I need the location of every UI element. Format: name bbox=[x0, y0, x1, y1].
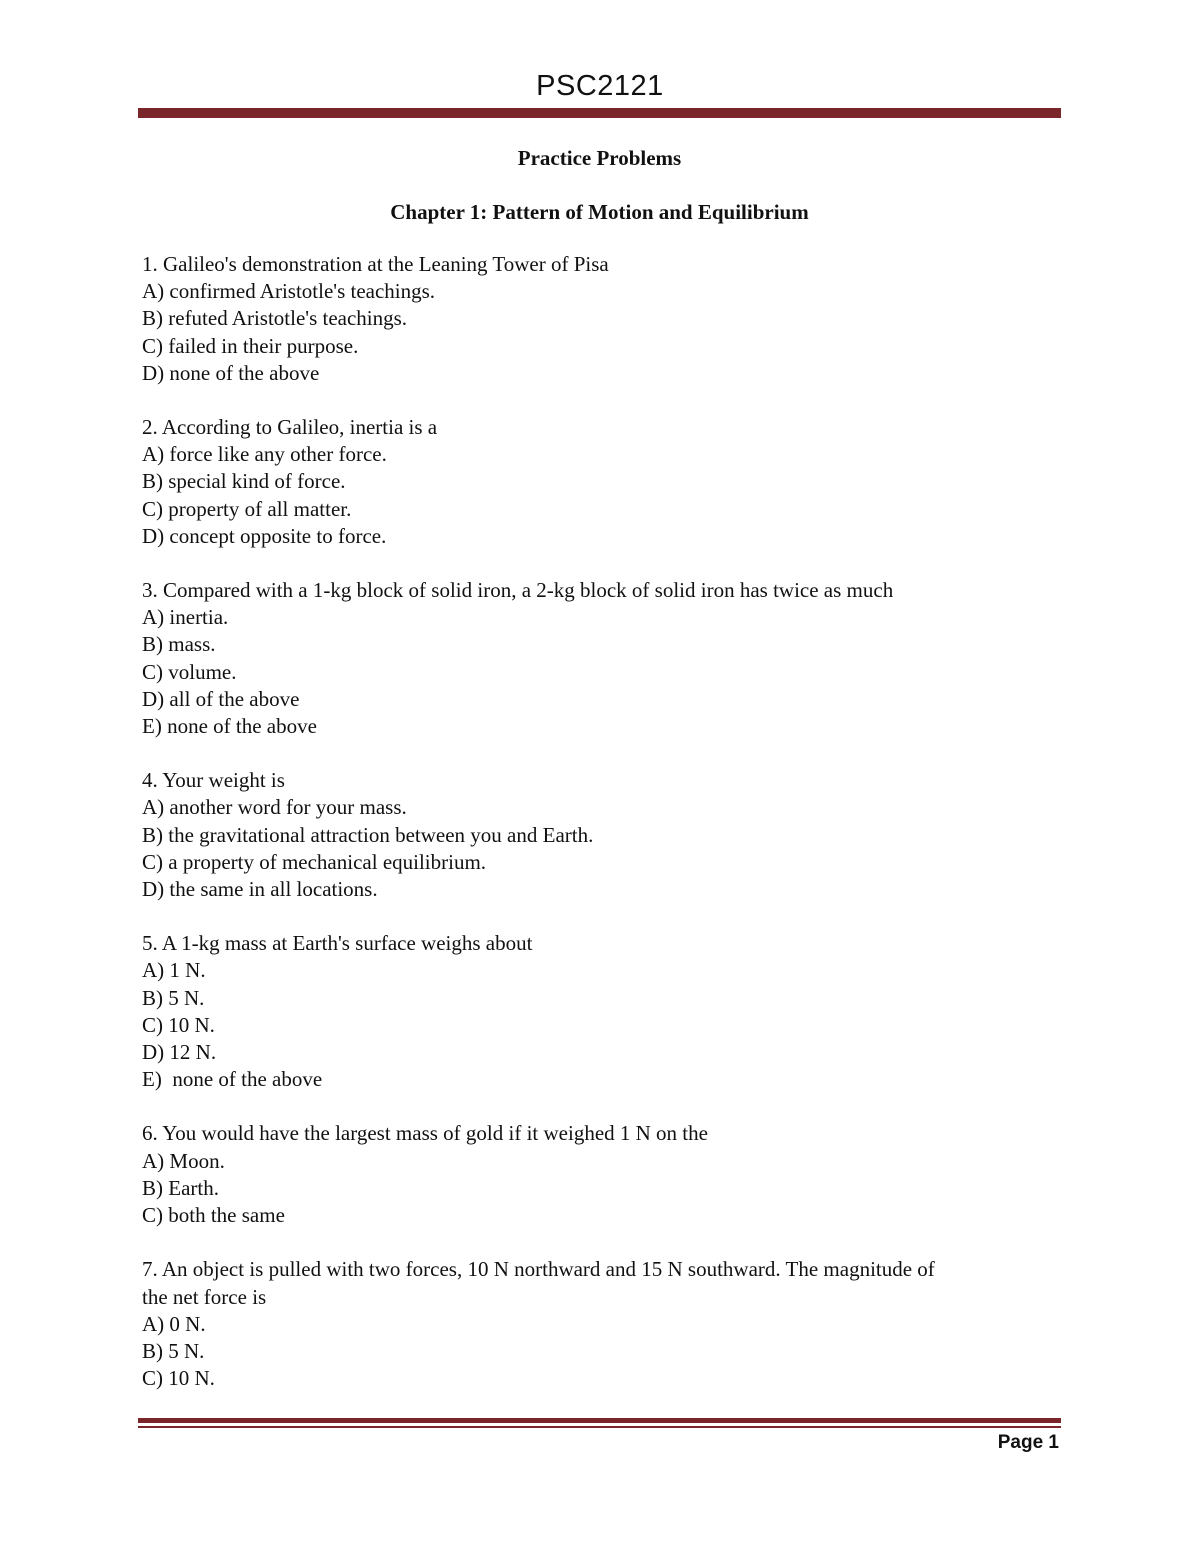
question-3 bbox=[142, 577, 1057, 740]
question-line: A) 0 N. bbox=[142, 1311, 206, 1336]
question-line: B) 5 N. bbox=[142, 985, 205, 1010]
question-line: A) inertia. bbox=[142, 605, 229, 630]
header-divider bbox=[138, 108, 1061, 118]
footer-divider-thick bbox=[138, 1418, 1061, 1423]
question-text: 7. An object is pulled with two forces, 10 N northward and 15 N southward. The magnitude of bbox=[142, 1257, 935, 1282]
question-line: B) special kind of force. bbox=[142, 469, 346, 494]
question-line: A) force like any other force. bbox=[142, 442, 387, 467]
question-line: D) concept opposite to force. bbox=[142, 523, 387, 548]
question-2 bbox=[142, 414, 1057, 550]
question-line: the net force is bbox=[142, 1284, 267, 1309]
chapter-heading: Chapter 1: Pattern of Motion and Equilibrium bbox=[390, 200, 809, 224]
question-line: B) the gravitational attraction between you and Earth. bbox=[142, 822, 594, 847]
question-5 bbox=[142, 930, 1057, 1093]
question-line: E) none of the above bbox=[142, 714, 317, 739]
question-line: C) a property of mechanical equilibrium. bbox=[142, 849, 487, 874]
question-line: D) all of the above bbox=[142, 686, 300, 711]
question-line: B) Earth. bbox=[142, 1175, 219, 1200]
question-line: A) confirmed Aristotle's teachings. bbox=[142, 279, 436, 304]
question-line: D) 12 N. bbox=[142, 1040, 217, 1065]
question-list bbox=[142, 251, 1057, 1392]
question-line: B) refuted Aristotle's teachings. bbox=[142, 306, 408, 331]
question-line: C) 10 N. bbox=[142, 1012, 215, 1037]
question-line: A) 1 N. bbox=[142, 958, 206, 983]
question-text: 4. Your weight is bbox=[142, 768, 285, 793]
question-text: 5. A 1-kg mass at Earth's surface weighs about bbox=[142, 931, 533, 956]
question-text: 6. You would have the largest mass of gold if it weighed 1 N on the bbox=[142, 1121, 708, 1146]
question-4 bbox=[142, 767, 1057, 903]
question-line: B) mass. bbox=[142, 632, 216, 657]
question-line: C) property of all matter. bbox=[142, 496, 352, 521]
document-body bbox=[142, 143, 1057, 1419]
question-text: 3. Compared with a 1-kg block of solid iron, a 2-kg block of solid iron has twice as much bbox=[142, 578, 894, 603]
question-line: E) none of the above bbox=[142, 1067, 323, 1092]
question-7 bbox=[142, 1256, 1057, 1392]
page-header-title: PSC2121 bbox=[536, 70, 664, 102]
question-line: C) volume. bbox=[142, 659, 237, 684]
question-line: A) Moon. bbox=[142, 1148, 225, 1173]
question-line: D) the same in all locations. bbox=[142, 877, 378, 902]
question-line: D) none of the above bbox=[142, 360, 320, 385]
question-line: A) another word for your mass. bbox=[142, 795, 407, 820]
question-text: 1. Galileo's demonstration at the Leaning Tower of Pisa bbox=[142, 252, 609, 276]
question-line: B) 5 N. bbox=[142, 1338, 205, 1363]
question-1 bbox=[142, 251, 1057, 387]
question-6 bbox=[142, 1120, 1057, 1229]
footer-divider-thin bbox=[138, 1426, 1061, 1428]
page-number: Page 1 bbox=[997, 1432, 1059, 1453]
question-text: 2. According to Galileo, inertia is a bbox=[142, 415, 438, 440]
question-line: C) failed in their purpose. bbox=[142, 333, 359, 358]
question-line: C) both the same bbox=[142, 1203, 285, 1228]
document-heading: Practice Problems bbox=[517, 146, 682, 170]
question-line: C) 10 N. bbox=[142, 1366, 215, 1391]
